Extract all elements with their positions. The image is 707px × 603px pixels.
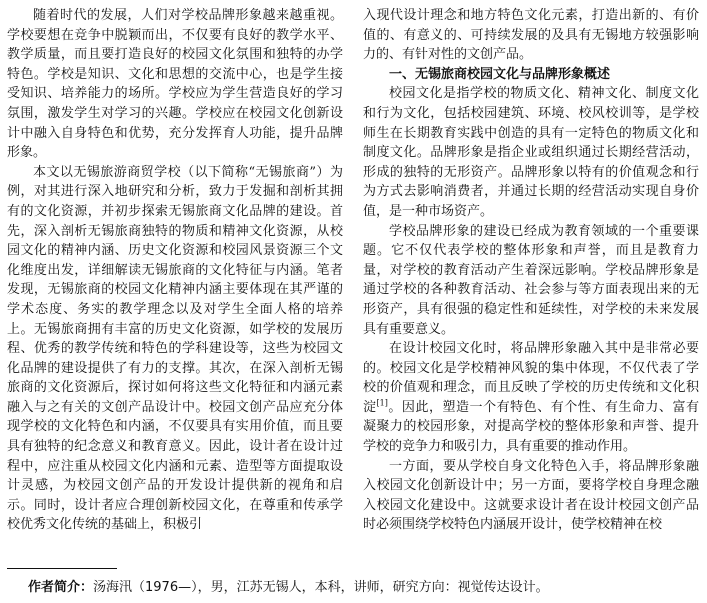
brand-image-paragraph: 学校品牌形象的建设已经成为教育领域的一个重要课题。它不仅代表学校的整体形象和声誉，而且是教育力量，对学校的教育活动产生着深远影响。学校品牌形象是通过学校的各种教育活动、社会参与等方面表现出来的无形资产，具有很强的稳定性和延续性，对学校的未来发展具有重要意义。 — [363, 223, 699, 337]
integration-text-a: 在设计校园文化时，将品牌形象融入其中是非常必要的。校园文化是学校精神风貌的集中体现，不仅代表了学校的价值观和理念，而且反映了学校的历史传统和文化积淀 — [363, 341, 699, 415]
approach-paragraph: 一方面，要从学校自身文化特色入手，将品牌形象融入校园文化创新设计中；另一方面，要将学校自身理念融入校园文化建设中。这就要求设计者在设计校园文创产品时必须围绕学校特色内涵展开设计，使学校精神在校 — [363, 458, 699, 533]
author-label: 作者简介： — [28, 580, 94, 595]
campus-culture-paragraph: 校园文化是指学校的物质文化、精神文化、制度文化和行为文化，包括校园建筑、环境、校风校训等，是学校师生在长期教育实践中创造的具有一定特色的物质文化和制度文化。品牌形象是指企业或组织通过长期经营活动，形成的独特的无形资产。品牌形象以特有的价值观念和行为方式去影响消费者，并通过长期的经营活动实现自身价值，是一种市场资产。 — [363, 86, 699, 219]
case-study-paragraph: 本文以无锡旅游商贸学校（以下简称“无锡旅商”）为例，对其进行深入地研究和分析，致力于发掘和剖析其拥有的文化资源，并初步探索无锡旅商文化品牌的建设。首先，深入剖析无锡旅商独特的物质和精神文化资源，从校园文化的精神内涵、历史文化资源和校园风景资源三个文化维度出发，详细解读无锡旅商的文化特征与内涵。笔者发现，无锡旅商的校园文化精神内涵主要体现在其严谨的学术态度、务实的教学理念以及对学生全面人格的培养上。无锡旅商拥有丰富的历史文化资源，如学校的发展历程、优秀的教学传统和特色的学科建设等，这些为校园文化品牌的建设提供了有力的支撑。其次，在深入剖析无锡旅商的文化资源后，探讨如何将这些文化特征和内涵元素融入与之有关的文创产品设计中。校园文创产品应充分体现学校的文化特色和内涵，不仅要具有实用价值，而且要具有独特的纪念意义和教育意义。因此，设计者在设计过程中，应注重从校园文化内涵和元素、造型等方面提取设计灵感，为校园文创产品的开发设计提供新的视角和启示。同时，设计者应合理创新校园文化，在尊重和传承学校优秀文化传统的基础上，积极引 — [7, 164, 343, 533]
intro-paragraph: 随着时代的发展，人们对学校品牌形象越来越重视。学校要想在竞争中脱颖而出，不仅要有良好的教学水平、教学质量，而且要打造良好的校园文化氛围和独特的办学特色。学校是知识、文化和思想的交流中心，也是学生接受知识、培养能力的场所。学校应为学生营造良好的学习氛围，激发学生对学习的兴趣。学校应在校园文化创新设计中融入自身特色和优势，充分发挥育人功能，提升品牌形象。 — [7, 8, 343, 161]
right-column — [363, 6, 699, 535]
section-heading: 一、无锡旅商校园文化与品牌形象概述 — [389, 66, 611, 82]
integration-paragraph — [363, 339, 699, 457]
author-footnote — [28, 579, 549, 596]
continued-paragraph: 入现代设计理念和地方特色文化元素，打造出新的、有价值的、有意义的、可持续发展的及具有无锡地方较强影响力的、有针对性的文创产品。 — [363, 8, 699, 63]
footnote-rule — [7, 568, 117, 569]
citation-marker: [1] — [376, 398, 388, 408]
author-info: 汤海汛（1976—），男，江苏无锡人，本科，讲师，研究方向：视觉传达设计。 — [93, 580, 549, 595]
left-column — [7, 6, 343, 535]
integration-text-b: 。因此，塑造一个有特色、有个性、有生命力、富有凝聚力的校园形象，对提高学校的整体形象和声誉、提升学校的竞争力和吸引力，具有重要的推动作用。 — [363, 399, 699, 455]
